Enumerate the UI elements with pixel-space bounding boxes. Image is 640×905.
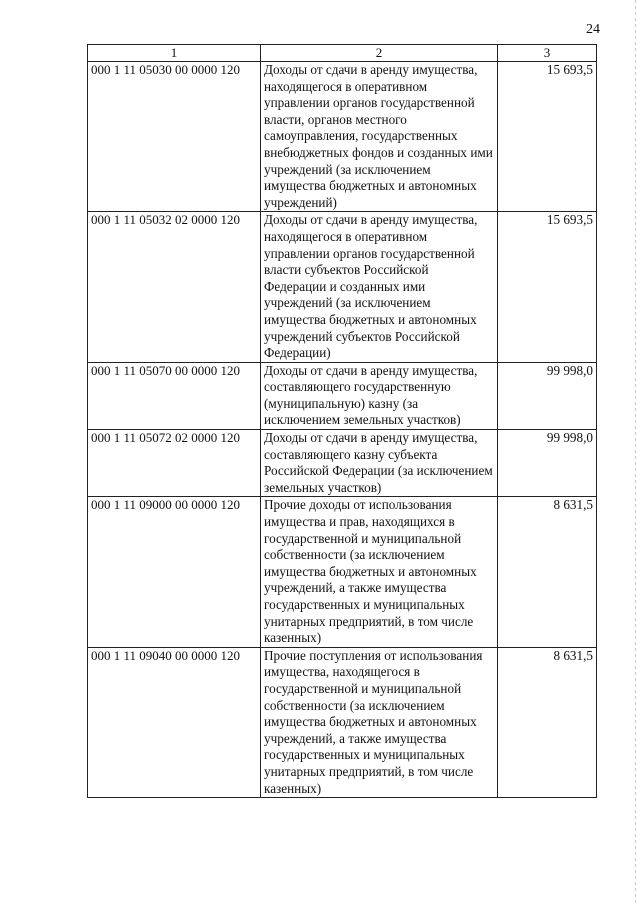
table-row — [88, 647, 597, 797]
row-description: Прочие поступления от использования имущества, находящегося в государственной и муниципальной собственности (за исключением имущества бюджетных и автономных учреждений, а также имущества государственных и муниципальных унитарных предприятий, в том числе казенных) — [261, 647, 498, 797]
row-description: Доходы от сдачи в аренду имущества, составляющего казну субъекта Российской Федерации (за исключением земельных участков) — [261, 430, 498, 497]
row-description: Доходы от сдачи в аренду имущества, находящегося в оперативном управлении органов государственной власти, органов местного самоуправления, государственных внебюджетных фондов и созданных ими учреждений (за исключением имущества бюджетных и автономных учреждений) — [261, 62, 498, 212]
row-code: 000 1 11 05070 00 0000 120 — [88, 362, 261, 429]
row-code: 000 1 11 09000 00 0000 120 — [88, 497, 261, 647]
row-amount: 8 631,5 — [498, 647, 597, 797]
row-amount: 15 693,5 — [498, 212, 597, 362]
column-header-amount: 3 — [498, 45, 597, 62]
row-code: 000 1 11 05032 02 0000 120 — [88, 212, 261, 362]
row-code: 000 1 11 05072 02 0000 120 — [88, 430, 261, 497]
row-description: Доходы от сдачи в аренду имущества, находящегося в оперативном управлении органов государственной власти субъектов Российской Федерации и созданных ими учреждений (за исключением имущества бюджетных и автономных учреждений субъектов Российской Федерации) — [261, 212, 498, 362]
row-code: 000 1 11 05030 00 0000 120 — [88, 62, 261, 212]
page-edge-line — [635, 0, 636, 905]
table-row — [88, 430, 597, 497]
column-header-code: 1 — [88, 45, 261, 62]
table-row — [88, 212, 597, 362]
page-number: 24 — [586, 22, 600, 37]
table-row — [88, 362, 597, 429]
row-description: Прочие доходы от использования имущества и прав, находящихся в государственной и муниципальной собственности (за исключением имущества бюджетных и автономных учреждений, а также имущества государственных и муниципальных унитарных предприятий, в том числе казенных) — [261, 497, 498, 647]
row-amount: 99 998,0 — [498, 430, 597, 497]
row-amount: 8 631,5 — [498, 497, 597, 647]
revenue-table — [87, 44, 597, 798]
column-header-description: 2 — [261, 45, 498, 62]
row-amount: 15 693,5 — [498, 62, 597, 212]
row-description: Доходы от сдачи в аренду имущества, составляющего государственную (муниципальную) казну (за исключением земельных участков) — [261, 362, 498, 429]
row-amount: 99 998,0 — [498, 362, 597, 429]
table-row — [88, 497, 597, 647]
table-row — [88, 62, 597, 212]
header-row — [88, 45, 597, 62]
row-code: 000 1 11 09040 00 0000 120 — [88, 647, 261, 797]
